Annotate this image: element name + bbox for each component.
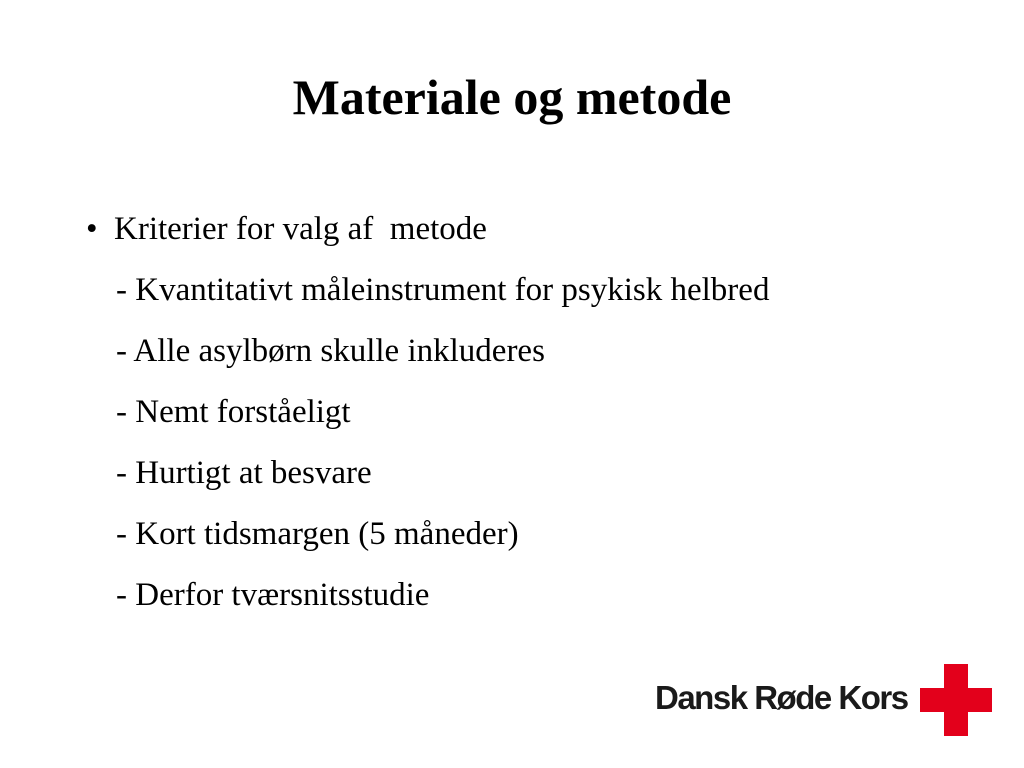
sub-item: - Kort tidsmargen (5 måneder): [116, 516, 519, 552]
red-cross-icon: [920, 664, 992, 736]
sub-item: - Alle asylbørn skulle inkluderes: [116, 333, 545, 369]
main-bullet-text: Kriterier for valg af metode: [114, 211, 487, 247]
dansk-rode-kors-logo: [655, 664, 993, 736]
sub-item: - Derfor tværsnitsstudie: [116, 577, 430, 613]
sub-item: - Hurtigt at besvare: [116, 455, 372, 491]
sub-item: - Kvantitativt måleinstrument for psykisk helbred: [116, 272, 770, 308]
slide-content: [86, 204, 986, 631]
slide-title: Materiale og metode: [292, 69, 732, 125]
main-bullet: [86, 204, 986, 265]
sub-item: - Nemt forståeligt: [116, 394, 351, 430]
bullet-marker: •: [86, 211, 98, 247]
logo-text: Dansk Røde Kors: [655, 679, 908, 716]
